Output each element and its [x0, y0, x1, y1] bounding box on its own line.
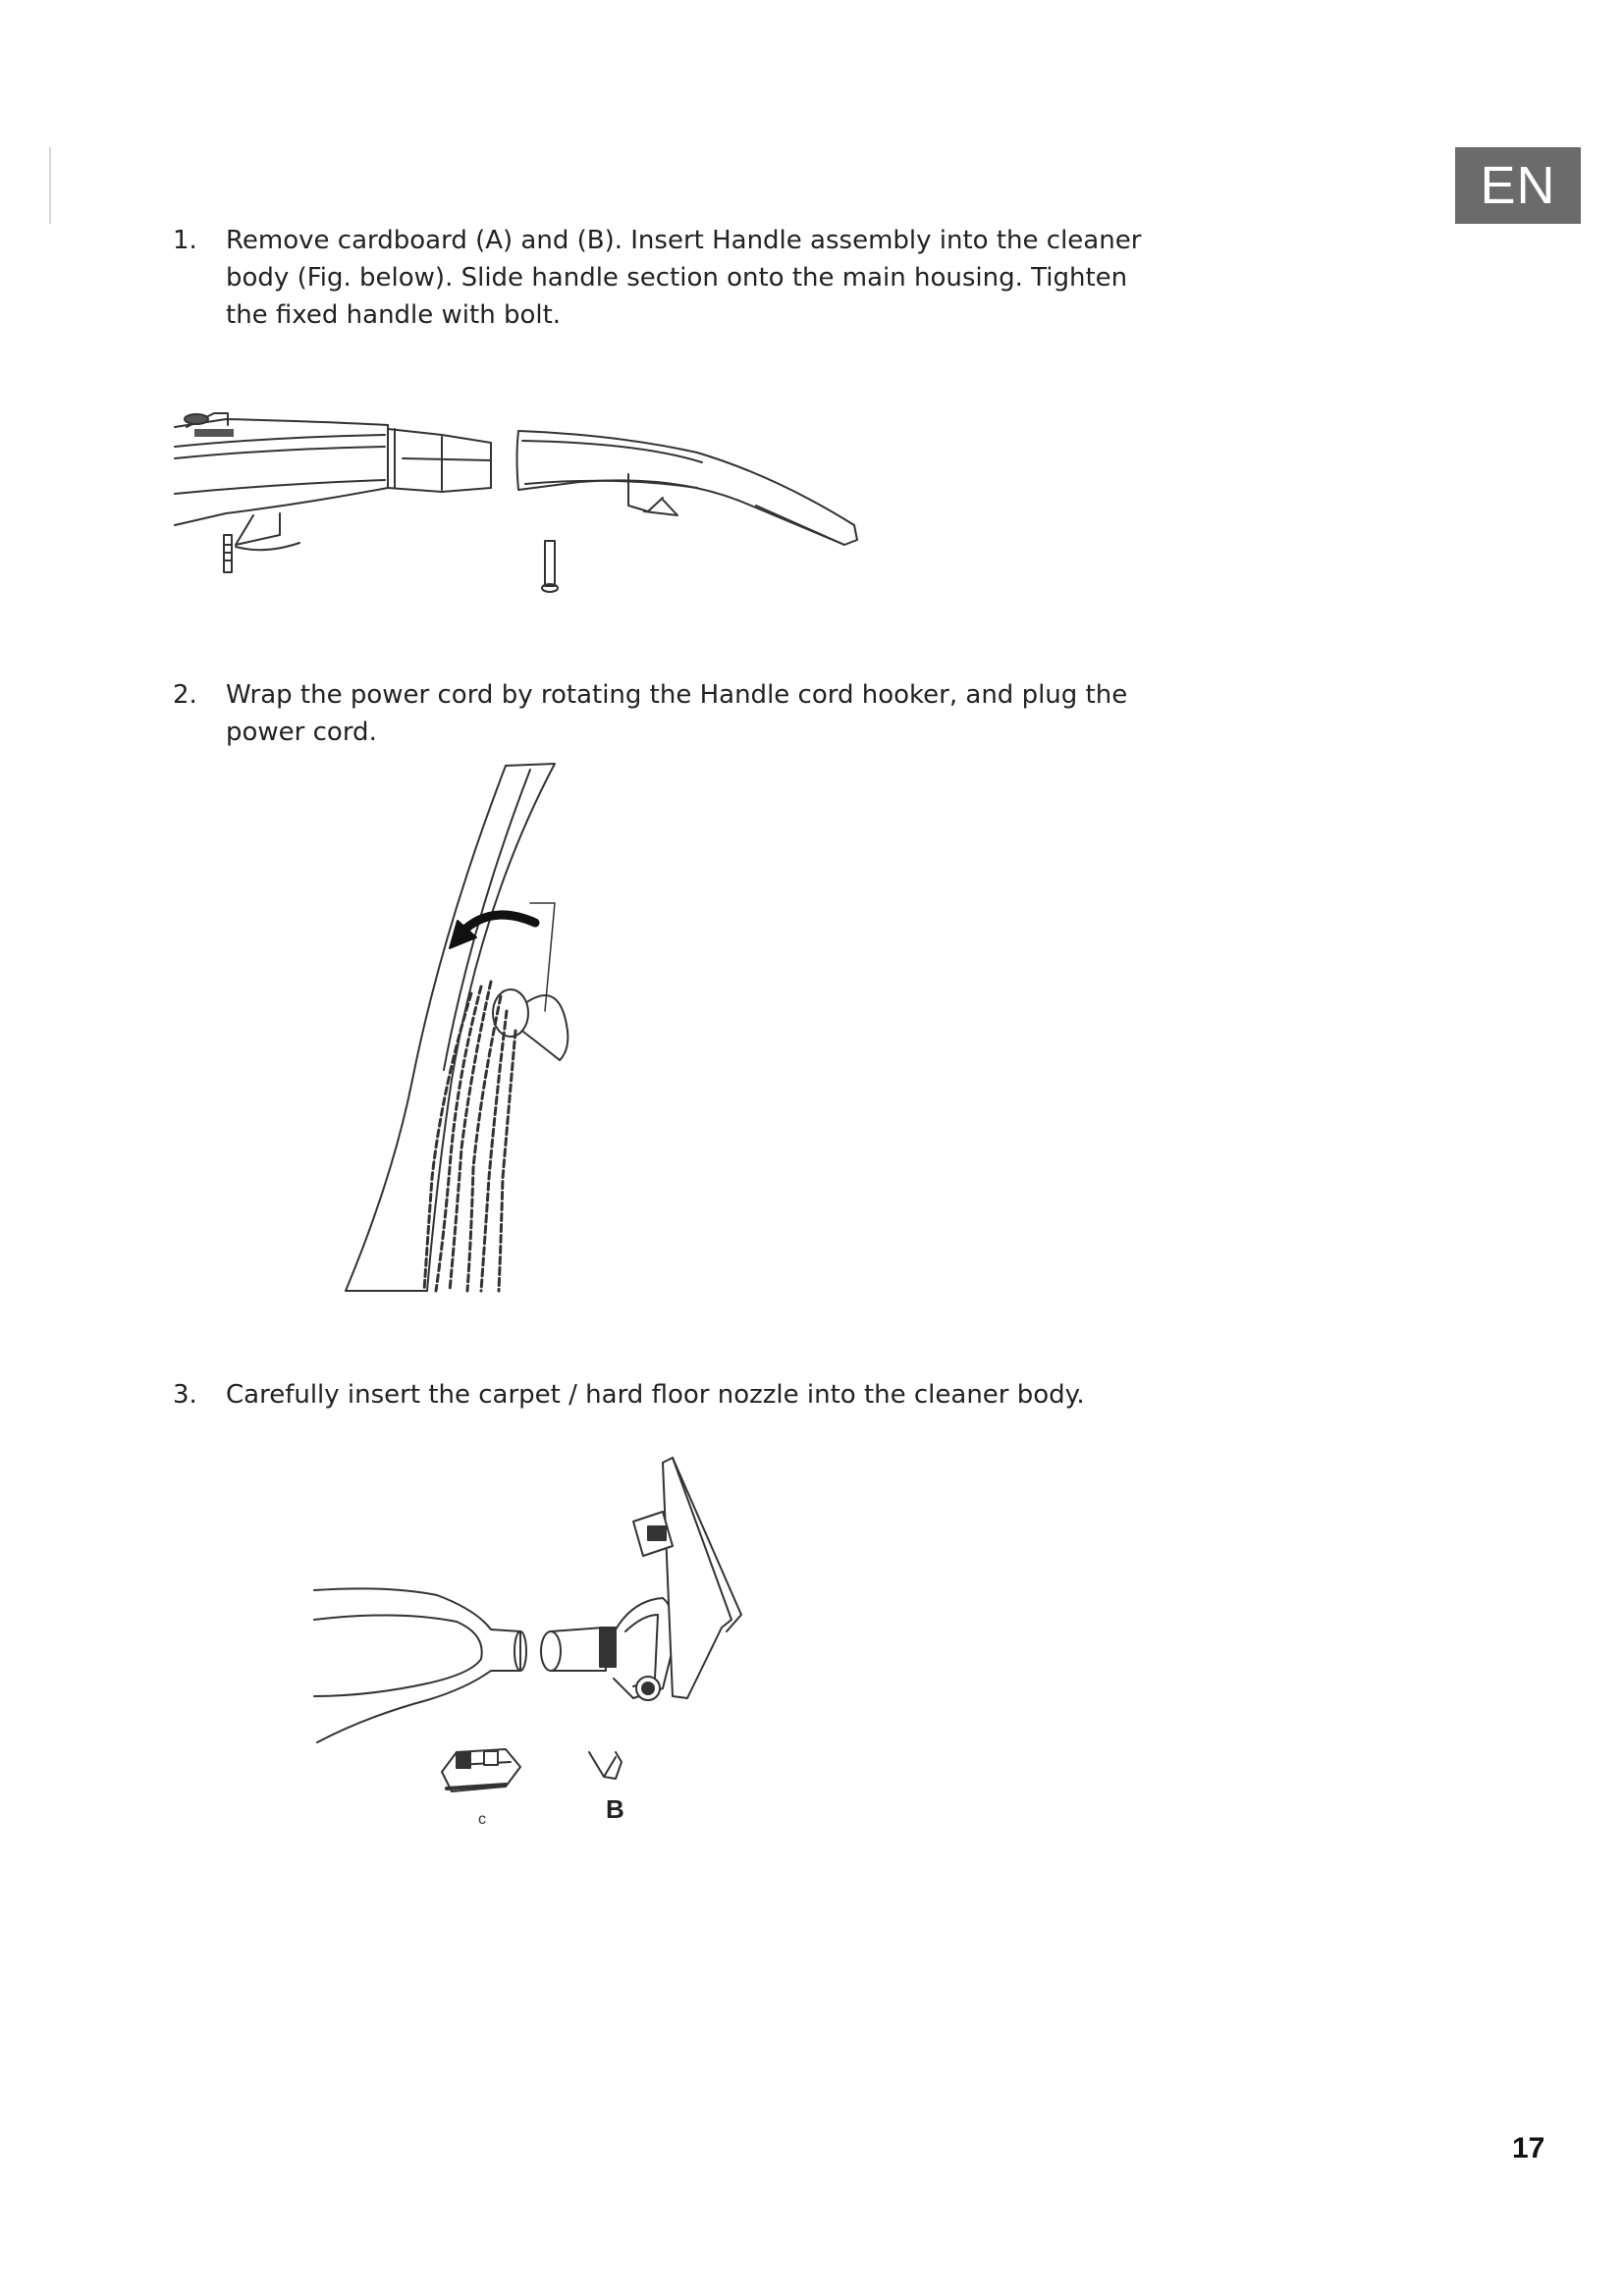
margin-rule [49, 147, 51, 224]
nozzle-drawing [541, 1458, 741, 1700]
part-c-label: c [478, 1811, 486, 1828]
nozzle-insertion-figure [309, 1453, 771, 1865]
cord-hooker-figure [334, 756, 628, 1306]
step-3 [173, 1376, 1174, 1414]
handle-assembly-figure [167, 398, 982, 594]
step-1 [173, 222, 1174, 334]
step-text: Wrap the power cord by rotating the Handle cord hooker, and plug the power cord. [226, 680, 1128, 747]
part-b-label: B [606, 1794, 624, 1824]
step-text: Carefully insert the carpet / hard floor nozzle into the cleaner body. [226, 1380, 1085, 1410]
step-text: Remove cardboard (A) and (B). Insert Handle assembly into the cleaner body (Fig. below). Slide handle section onto the main housing. Tighten the fixed handle with bolt. [226, 226, 1142, 330]
language-badge: EN [1455, 147, 1581, 224]
part-c-drawing [442, 1749, 520, 1791]
handle-section-drawing [517, 431, 858, 592]
cleaner-body-front-drawing [314, 1588, 526, 1742]
page-number: 17 [1512, 2132, 1545, 2164]
step-number: 1. [173, 226, 197, 255]
step-number: 2. [173, 680, 197, 710]
step-2 [173, 676, 1174, 751]
cleaner-body-drawing [175, 413, 491, 572]
step-number: 3. [173, 1380, 197, 1410]
part-b-drawing [589, 1752, 622, 1779]
